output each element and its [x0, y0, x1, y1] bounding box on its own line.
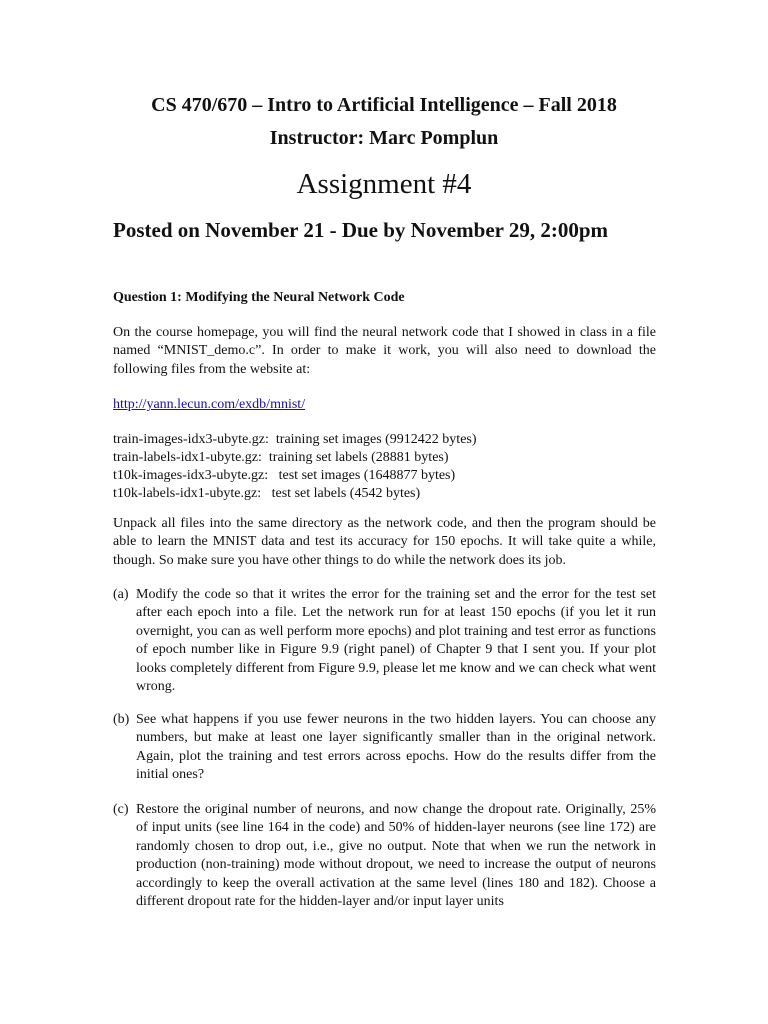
question-heading: Question 1: Modifying the Neural Network Code: [113, 290, 405, 305]
task-item-a: [113, 586, 656, 696]
task-marker: (b): [113, 712, 130, 727]
task-text: See what happens if you use fewer neurons in the two hidden layers. You can choose any numbers, but make at least one layer significantly smaller than in the original network. Again, plot the training and test errors across epochs. How do the results differ from the initial ones?: [136, 712, 656, 783]
intro-paragraph: On the course homepage, you will find the neural network code that I showed in class in a file named “MNIST_demo.c”. In order to make it work, you will also need to download the following files from the website at:: [113, 325, 656, 377]
course-title: CS 470/670 – Intro to Artificial Intelligence – Fall 2018: [151, 94, 617, 116]
task-text: Modify the code so that it writes the error for the training set and the error for the test set after each epoch into a file. Let the network run for at least 150 epochs (if you let it run overnight, you can as well perform more epochs) and plot training and test error as functions of epoch number like in Figure 9.9 (right panel) of Chapter 9 that I sent you. If your plot looks completely different from Figure 9.9, please let me know and we can check what went wrong.: [136, 587, 656, 695]
task-text: Restore the original number of neurons, and now change the dropout rate. Originally, 25% of input units (see line 164 in the code) and 50% of hidden-layer neurons (see line 172) are randomly chosen to drop out, i.e., give no output. Note that when we run the network in production (non-training) mode without dropout, we need to increase the output of neurons accordingly to keep the overall activation at the same level (lines 180 and 182). Choose a different dropout rate for the hidden-layer and/or input layer units: [136, 802, 656, 910]
mnist-link[interactable]: http://yann.lecun.com/exdb/mnist/: [113, 397, 306, 412]
task-item-c: [113, 801, 656, 911]
assignment-title: Assignment #4: [296, 168, 472, 200]
unpack-paragraph: Unpack all files into the same directory as the network code, and then the program should be able to learn the MNIST data and test its accuracy for 150 epochs. It will take quite a while, though. So make sure you have other things to do while the network does its job.: [113, 516, 656, 568]
file-list-item: train-labels-idx1-ubyte.gz: training set labels (28881 bytes): [113, 450, 449, 465]
task-item-b: [113, 711, 656, 785]
file-list: [113, 431, 477, 503]
file-list-item: train-images-idx3-ubyte.gz: training set images (9912422 bytes): [113, 432, 477, 447]
task-marker: (a): [113, 587, 129, 602]
instructor-name: Instructor: Marc Pomplun: [269, 127, 499, 149]
file-list-item: t10k-labels-idx1-ubyte.gz: test set labels (4542 bytes): [113, 486, 421, 501]
task-marker: (c): [113, 802, 129, 817]
file-list-item: t10k-images-idx3-ubyte.gz: test set images (1648877 bytes): [113, 468, 456, 483]
posted-due-dates: Posted on November 21 - Due by November 29, 2:00pm: [113, 218, 609, 242]
